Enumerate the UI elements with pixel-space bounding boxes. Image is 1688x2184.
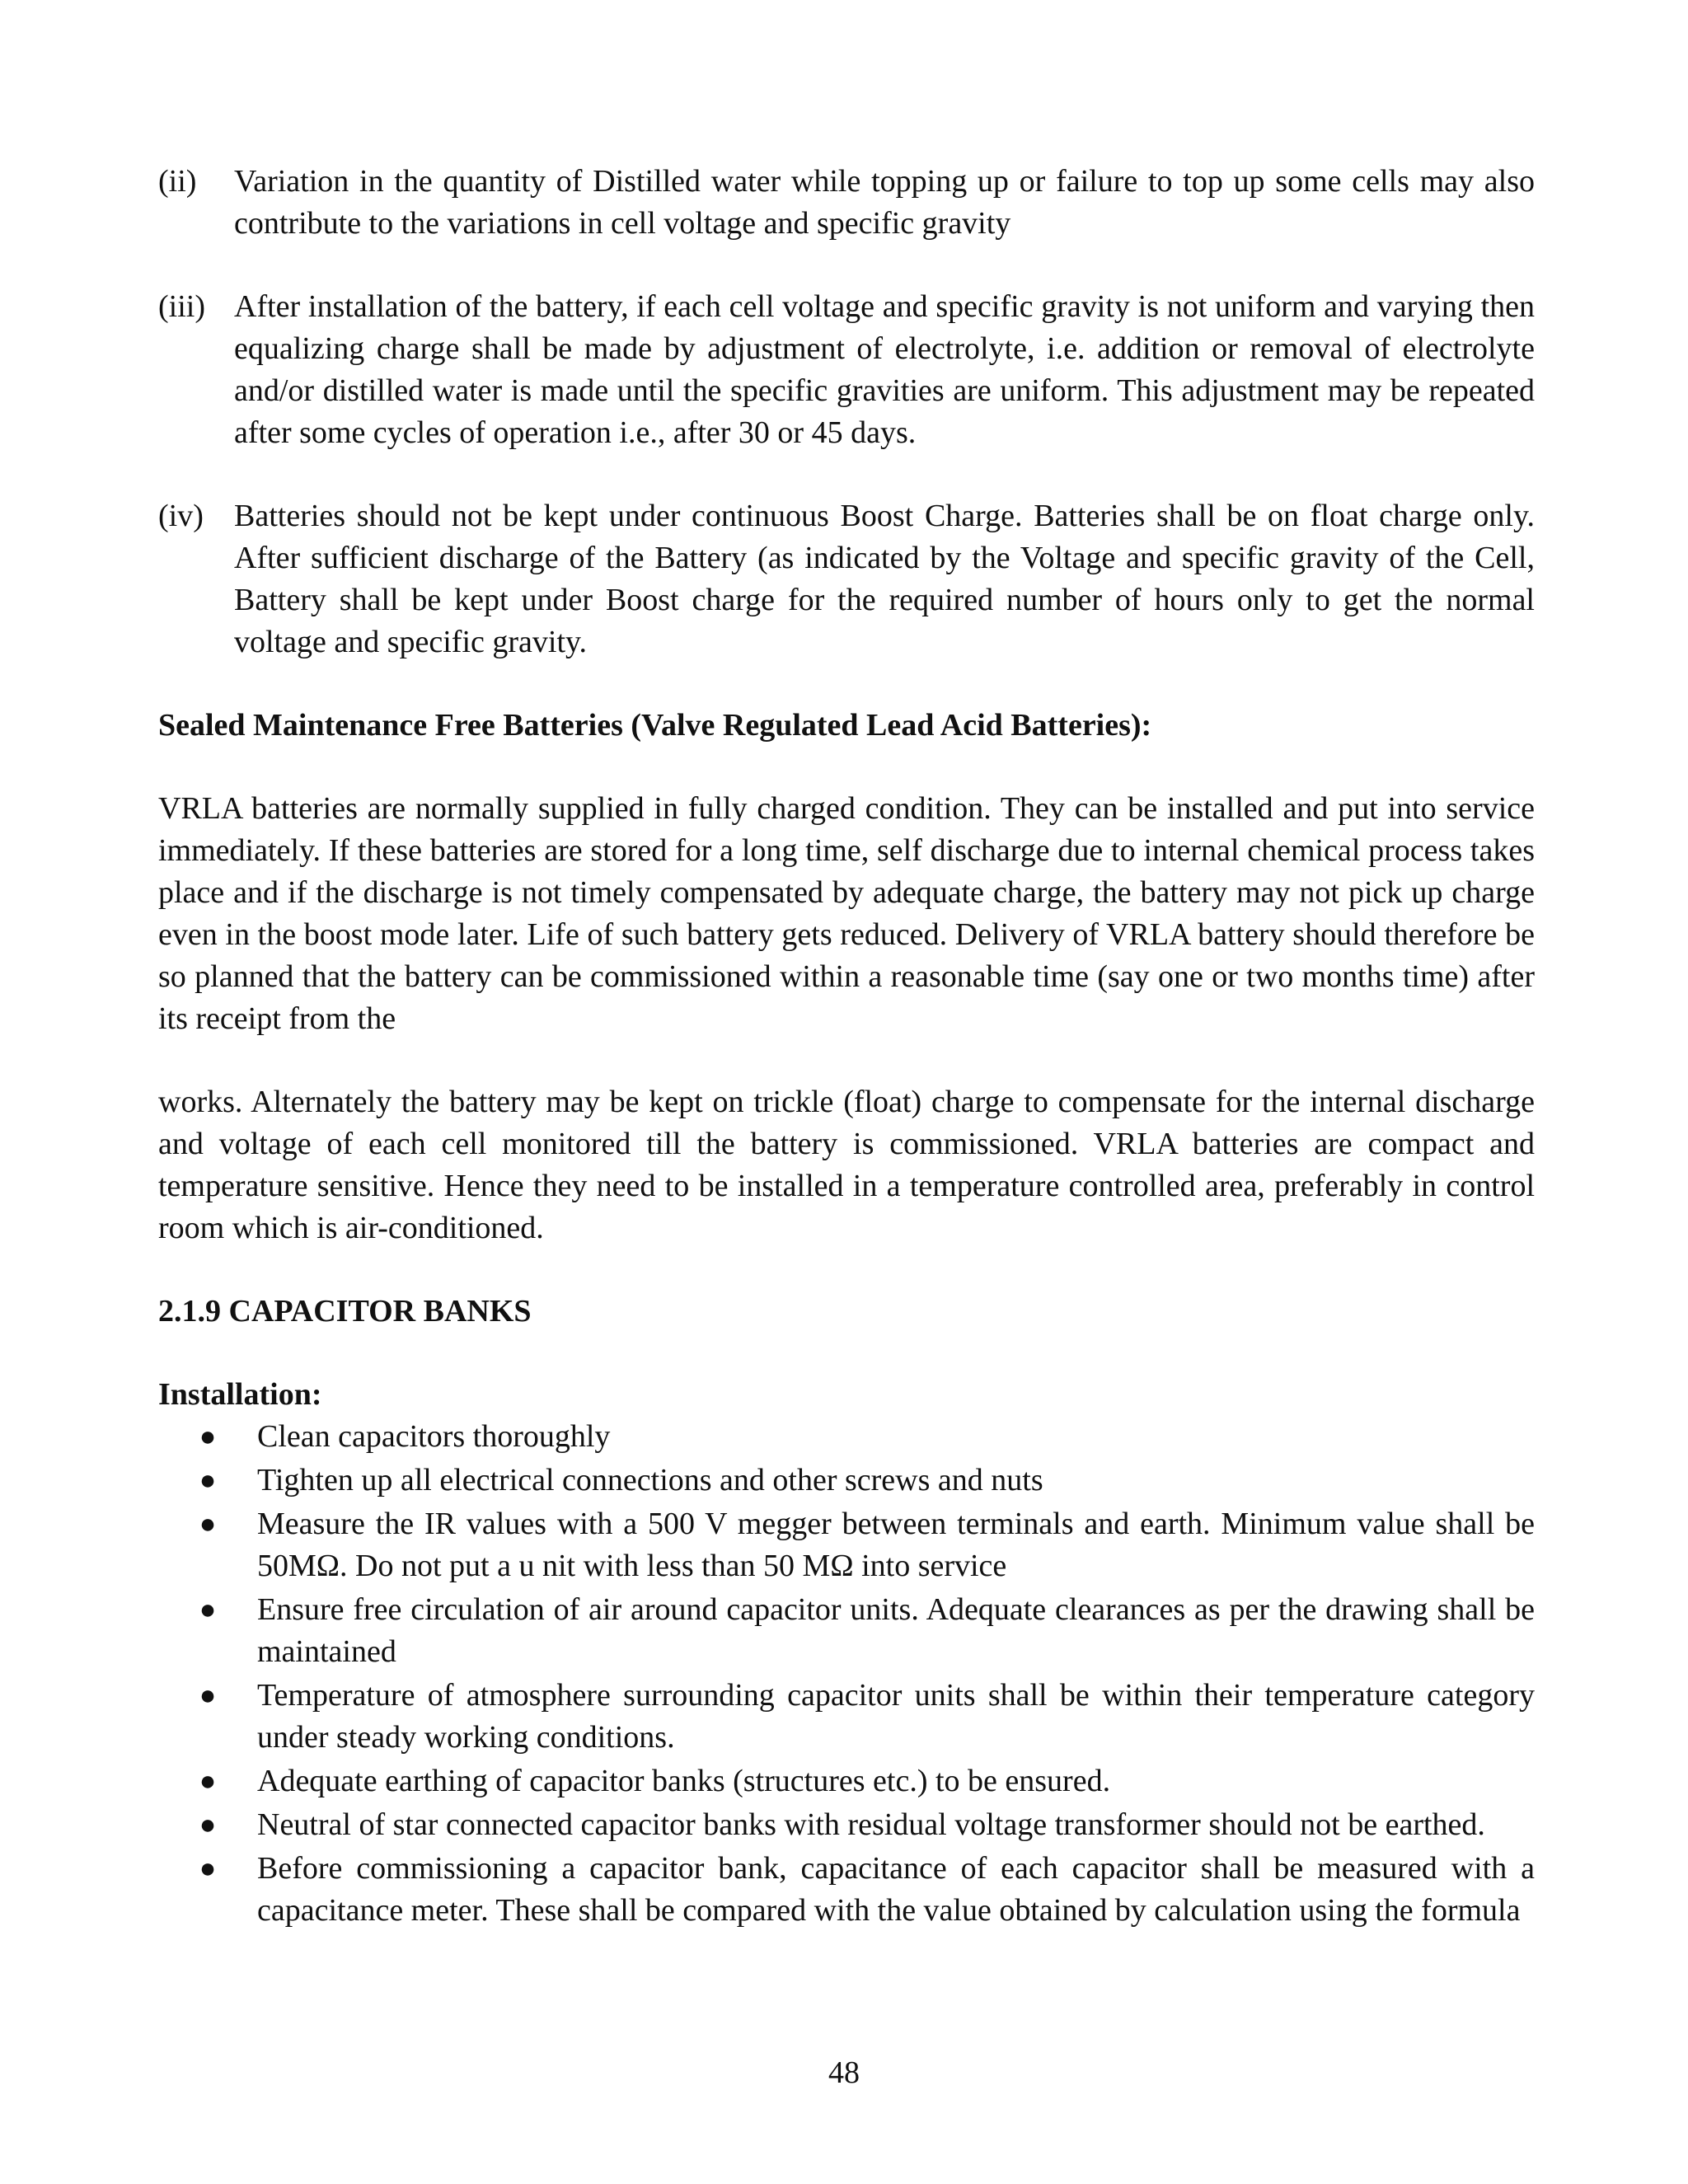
item-number: (ii) bbox=[158, 164, 197, 199]
item-text: Variation in the quantity of Distilled water while topping up or failure to top up some cells may also contribute to the variations in cell voltage and specific gravity bbox=[234, 164, 1535, 241]
item-text: After installation of the battery, if each cell voltage and specific gravity is not uniform and varying then equalizing charge shall be made by adjustment of electrolyte, i.e. addition or removal of electrolyte and/or distilled water is made until the specific gravities are uniform. This adjustment may be repeated after some cycles of operation i.e., after 30 or 45 days. bbox=[234, 289, 1535, 450]
list-item bbox=[158, 1503, 1535, 1587]
list-item bbox=[158, 1848, 1535, 1932]
document-page bbox=[158, 161, 1535, 1933]
numbered-item-iv bbox=[158, 495, 1535, 663]
list-item bbox=[158, 1760, 1535, 1802]
bullet-icon: ● bbox=[199, 1509, 217, 1540]
vrla-heading: Sealed Maintenance Free Batteries (Valve Regulated Lead Acid Batteries): bbox=[158, 708, 1152, 743]
installation-bullet-list bbox=[158, 1416, 1535, 1932]
bullet-icon: ● bbox=[199, 1854, 217, 1884]
list-item bbox=[158, 1460, 1535, 1502]
vrla-paragraph-1: VRLA batteries are normally supplied in fully charged condition. They can be installed and put into service immediately. If these batteries are stored for a long time, self discharge due to internal chemical process takes place and if the discharge is not timely compensated by adequate charge, the battery may not pick up charge even in the boost mode later. Life of such battery gets reduced. Delivery of VRLA battery should therefore be so planned that the battery can be commissioned within a reasonable time (say one or two months time) after its receipt from the bbox=[158, 791, 1535, 1036]
installation-heading: Installation: bbox=[158, 1377, 322, 1412]
item-number: (iii) bbox=[158, 289, 205, 324]
page-number: 48 bbox=[828, 2055, 860, 2090]
list-item-text: Ensure free circulation of air around capacitor units. Adequate clearances as per the drawing shall be maintained bbox=[257, 1592, 1535, 1669]
list-item-text: Neutral of star connected capacitor banks with residual voltage transformer should not be earthed. bbox=[257, 1807, 1485, 1842]
bullet-icon: ● bbox=[199, 1810, 217, 1840]
list-item-text: Adequate earthing of capacitor banks (structures etc.) to be ensured. bbox=[257, 1764, 1111, 1798]
numbered-item-iii bbox=[158, 286, 1535, 454]
list-item bbox=[158, 1589, 1535, 1673]
bullet-icon: ● bbox=[199, 1595, 217, 1625]
list-item-text: Before commissioning a capacitor bank, capacitance of each capacitor shall be measured with a capacitance meter. These shall be compared with the value obtained by calculation using the formula bbox=[257, 1851, 1535, 1928]
item-number: (iv) bbox=[158, 499, 204, 533]
bullet-icon: ● bbox=[199, 1766, 217, 1797]
list-item bbox=[158, 1675, 1535, 1759]
bullet-icon: ● bbox=[199, 1680, 217, 1711]
capacitor-section-heading: 2.1.9 CAPACITOR BANKS bbox=[158, 1294, 532, 1329]
list-item-text: Clean capacitors thoroughly bbox=[257, 1419, 611, 1454]
list-item-text: Temperature of atmosphere surrounding capacitor units shall be within their temperature category under steady working conditions. bbox=[257, 1678, 1535, 1755]
list-item bbox=[158, 1804, 1535, 1846]
list-item bbox=[158, 1416, 1535, 1458]
list-item-text: Measure the IR values with a 500 V megger between terminals and earth. Minimum value shall be 50MΩ. Do not put a u nit with less than 50 MΩ into service bbox=[257, 1507, 1535, 1583]
vrla-paragraph-2: works. Alternately the battery may be kept on trickle (float) charge to compensate for the internal discharge and voltage of each cell monitored till the battery is commissioned. VRLA batteries are compact and temperature sensitive. Hence they need to be installed in a temperature controlled area, preferably in control room which is air-conditioned. bbox=[158, 1085, 1535, 1245]
item-text: Batteries should not be kept under continuous Boost Charge. Batteries shall be on float charge only. After sufficient discharge of the Battery (as indicated by the Voltage and specific gravity of the Cell, Battery shall be kept under Boost charge for the required number of hours only to get the normal voltage and specific gravity. bbox=[234, 499, 1535, 659]
bullet-icon: ● bbox=[199, 1422, 217, 1452]
list-item-text: Tighten up all electrical connections and other screws and nuts bbox=[257, 1463, 1043, 1497]
numbered-item-ii bbox=[158, 161, 1535, 245]
bullet-icon: ● bbox=[199, 1465, 217, 1496]
